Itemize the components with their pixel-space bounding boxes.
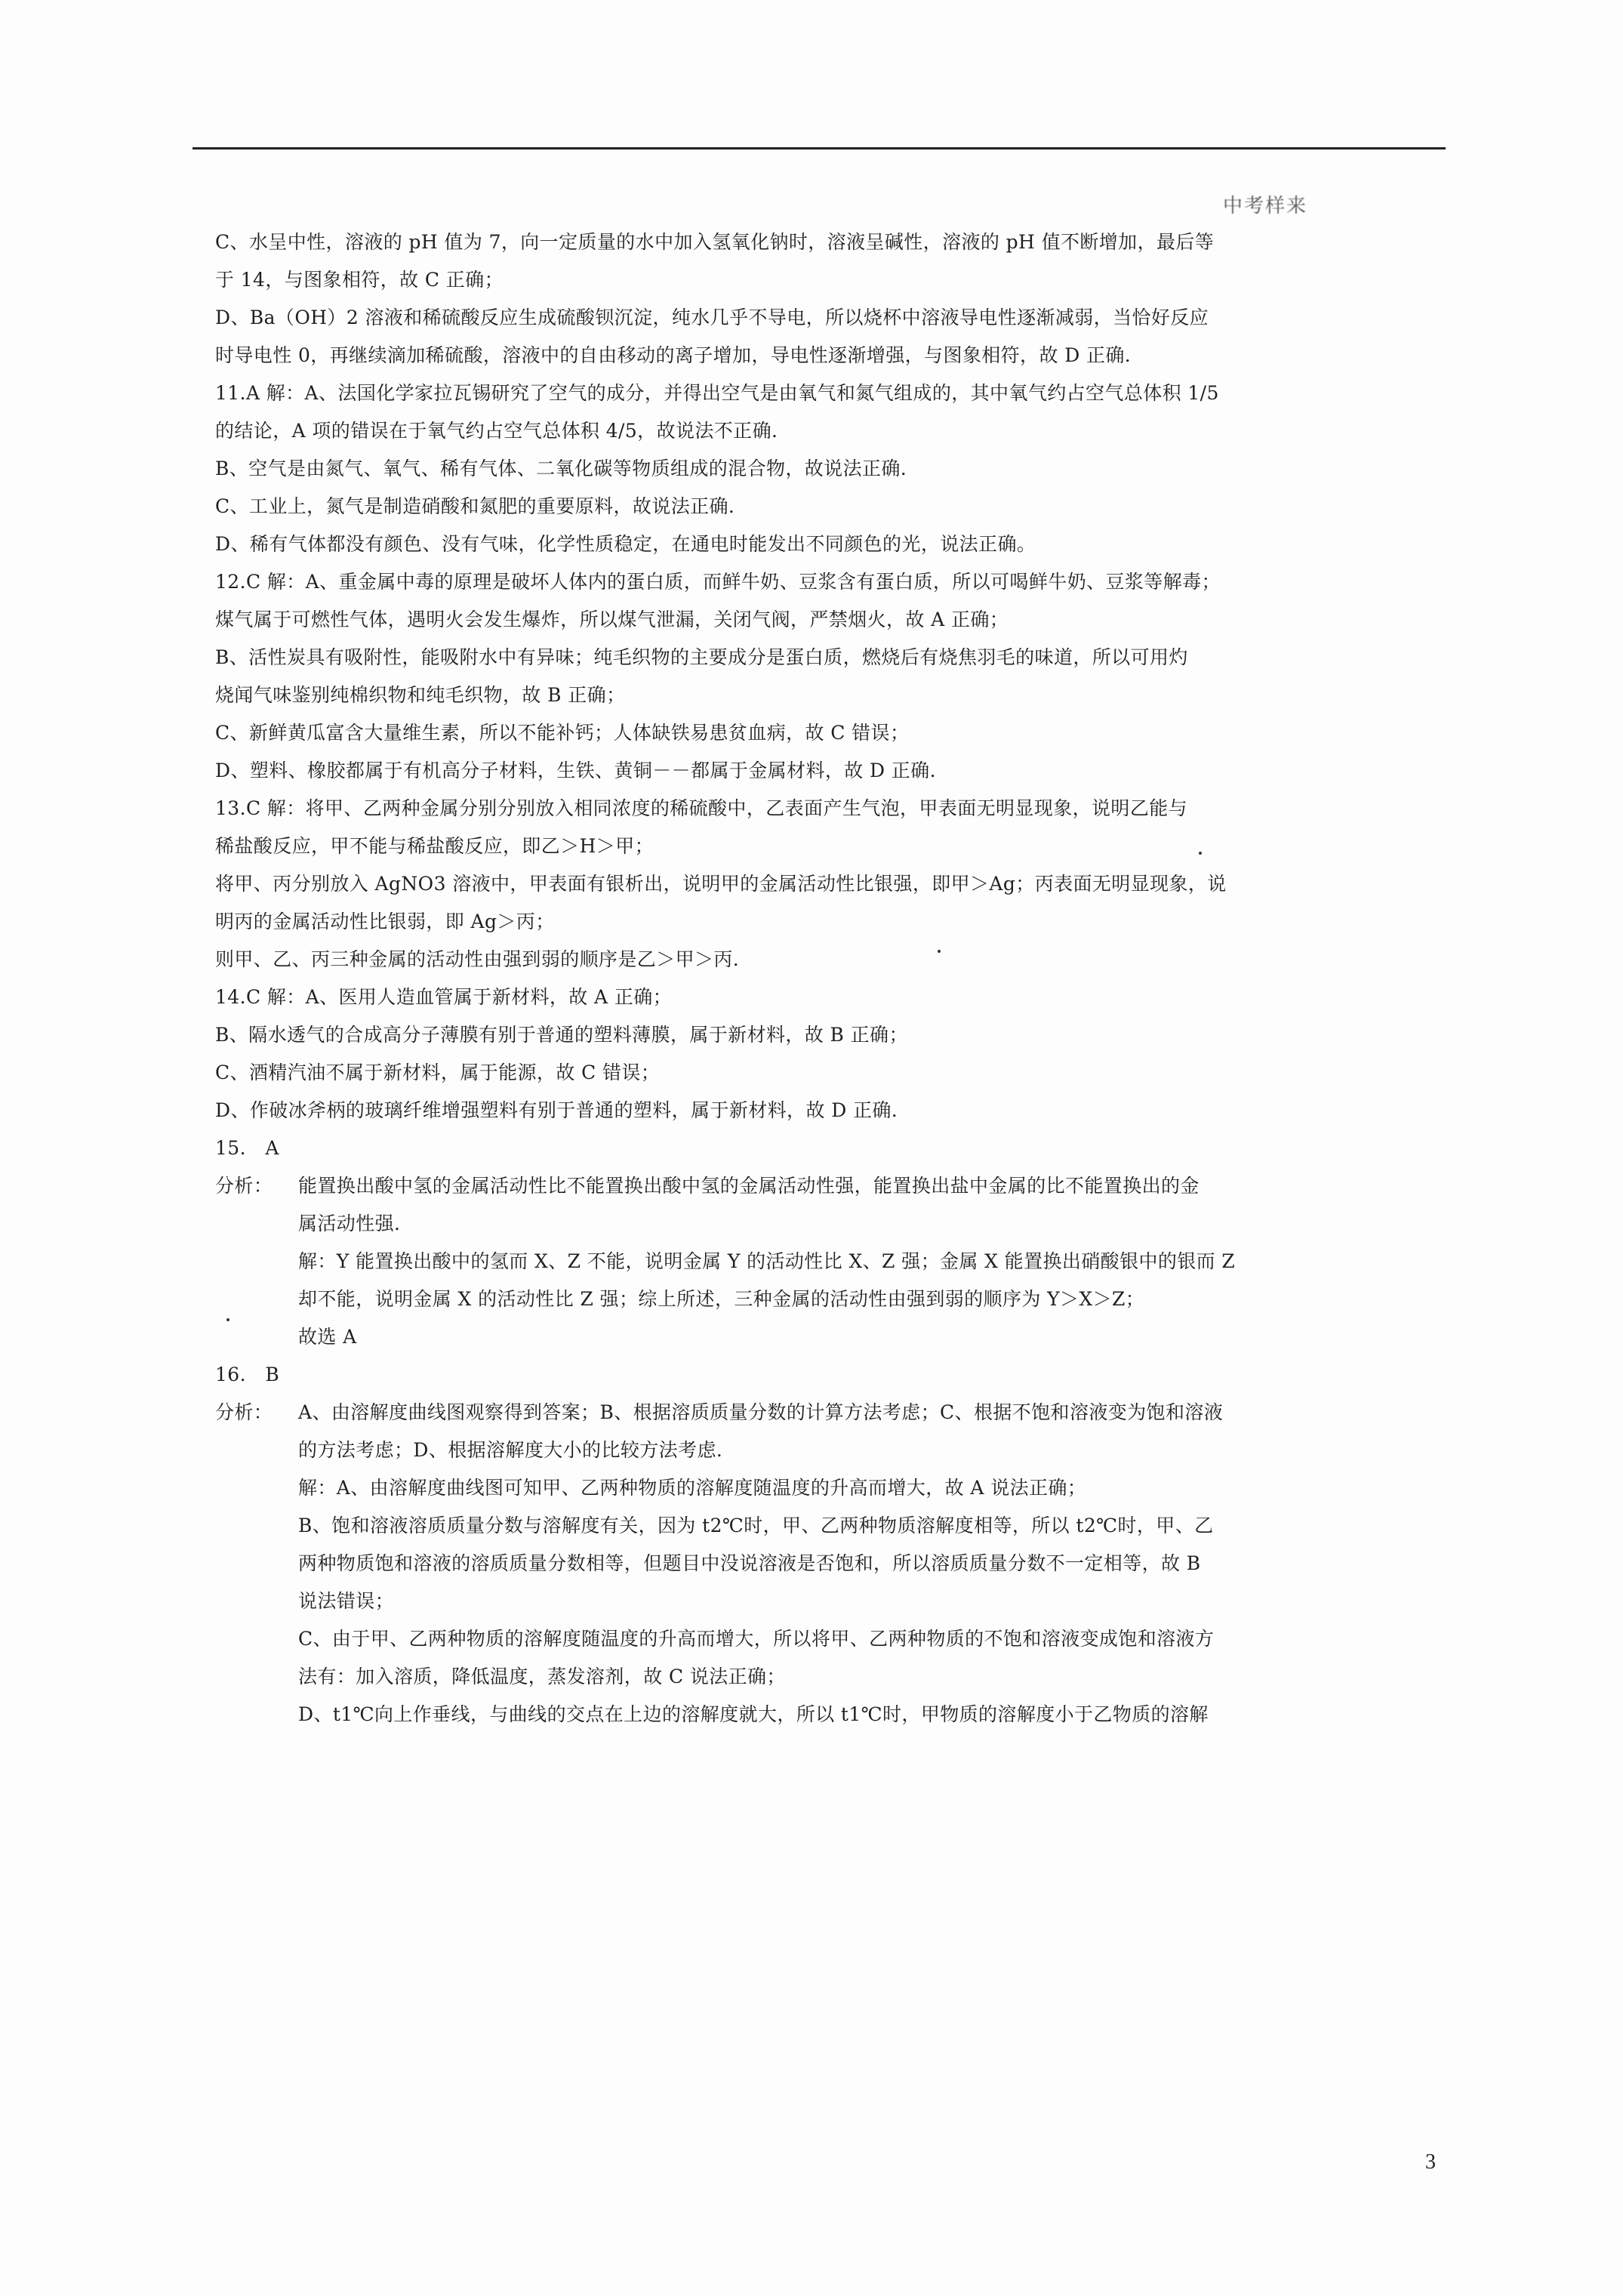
analysis-label: 分析： bbox=[215, 1175, 273, 1197]
text-line: 12.C 解：A、重金属中毒的原理是破坏人体内的蛋白质，而鲜牛奶、豆浆含有蛋白质，所以可喝鲜牛奶、豆浆等解毒； bbox=[215, 571, 1221, 593]
scan-speck bbox=[226, 1318, 229, 1321]
question-16-number: 16. B bbox=[215, 1364, 280, 1385]
text-line: B、活性炭具有吸附性，能吸附水中有异味；纯毛织物的主要成分是蛋白质，燃烧后有烧焦羽毛的味道，所以可用灼 bbox=[215, 646, 1188, 668]
header-watermark: 中考样来 bbox=[1223, 195, 1308, 217]
text-line: C、酒精汽油不属于新材料，属于能源，故 C 错误； bbox=[215, 1062, 661, 1083]
text-line: D、Ba（OH）2 溶液和稀硫酸反应生成硫酸钡沉淀，纯水几乎不导电，所以烧杯中溶液导电性逐渐减弱，当恰好反应 bbox=[215, 307, 1209, 328]
text-line: B、空气是由氮气、氧气、稀有气体、二氧化碳等物质组成的混合物，故说法正确. bbox=[215, 458, 907, 479]
answer-body bbox=[215, 223, 1317, 1734]
text-line: 将甲、丙分别放入 AgNO3 溶液中，甲表面有银析出，说明甲的金属活动性比银强，即甲＞Ag；丙表面无明显现象，说 bbox=[215, 873, 1227, 895]
analysis-text: A、由溶解度曲线图观察得到答案；B、根据溶质质量分数的计算方法考虑；C、根据不饱和溶液变为饱和溶液 bbox=[298, 1401, 1224, 1423]
analysis-label: 分析： bbox=[215, 1401, 273, 1423]
solution-text: 两种物质饱和溶液的溶质质量分数相等，但题目中没说溶液是否饱和，所以溶质质量分数不一定相等，故 B bbox=[298, 1552, 1201, 1574]
solution-text: C、由于甲、乙两种物质的溶解度随温度的升高而增大，所以将甲、乙两种物质的不饱和溶液变成饱和溶液方 bbox=[298, 1628, 1215, 1650]
text-line: 13.C 解：将甲、乙两种金属分别分别放入相同浓度的稀硫酸中，乙表面产生气泡，甲表面无明显现象，说明乙能与 bbox=[215, 797, 1188, 819]
text-line: B、隔水透气的合成高分子薄膜有别于普通的塑料薄膜，属于新材料，故 B 正确； bbox=[215, 1024, 908, 1046]
text-line: 时导电性 0，再继续滴加稀硫酸，溶液中的自由移动的离子增加，导电性逐渐增强，与图象相符，故 D 正确. bbox=[215, 344, 1132, 366]
text-line: 煤气属于可燃性气体，遇明火会发生爆炸，所以煤气泄漏，关闭气阀，严禁烟火，故 A 正确； bbox=[215, 609, 1009, 630]
text-line: 于 14，与图象相符，故 C 正确； bbox=[215, 269, 504, 291]
text-line: 14.C 解：A、医用人造血管属于新材料，故 A 正确； bbox=[215, 986, 673, 1008]
header-rule bbox=[192, 147, 1446, 149]
text-line: D、稀有气体都没有颜色、没有气味，化学性质稳定，在通电时能发出不同颜色的光，说法正确。 bbox=[215, 533, 1036, 555]
text-line: 的结论，A 项的错误在于氧气约占空气总体积 4/5，故说法不正确. bbox=[215, 420, 778, 442]
analysis-text: 能置换出酸中氢的金属活动性比不能置换出酸中氢的金属活动性强，能置换出盐中金属的比不能置换出的金 bbox=[298, 1175, 1200, 1197]
analysis-text: 属活动性强. bbox=[298, 1213, 401, 1234]
text-line: D、作破冰斧柄的玻璃纤维增强塑料有别于普通的塑料，属于新材料，故 D 正确. bbox=[215, 1099, 898, 1121]
text-line: C、工业上，氮气是制造硝酸和氮肥的重要原料，故说法正确. bbox=[215, 495, 735, 517]
solution-text: 说法错误； bbox=[298, 1590, 395, 1612]
solution-text: 法有：加入溶质，降低温度，蒸发溶剂，故 C 说法正确； bbox=[298, 1666, 786, 1687]
question-16-analysis bbox=[215, 1394, 1317, 1432]
text-line: C、水呈中性，溶液的 pH 值为 7，向一定质量的水中加入氢氧化钠时，溶液呈碱性，溶液的 pH 值不断增加，最后等 bbox=[215, 231, 1215, 253]
question-15-analysis bbox=[215, 1167, 1317, 1205]
scan-speck bbox=[938, 950, 941, 953]
text-line: D、塑料、橡胶都属于有机高分子材料，生铁、黄铜－－都属于金属材料，故 D 正确. bbox=[215, 760, 936, 781]
scan-speck bbox=[1199, 852, 1202, 855]
solution-text: B、饱和溶液溶质质量分数与溶解度有关，因为 t2℃时，甲、乙两种物质溶解度相等，所以 t2℃时，甲、乙 bbox=[298, 1515, 1214, 1536]
text-line: 稀盐酸反应，甲不能与稀盐酸反应，即乙＞H＞甲； bbox=[215, 835, 654, 857]
solution-text: 解：Y 能置换出酸中的氢而 X、Z 不能，说明金属 Y 的活动性比 X、Z 强；金属 X 能置换出硝酸银中的银而 Z bbox=[298, 1250, 1236, 1272]
text-line: 11.A 解：A、法国化学家拉瓦锡研究了空气的成分，并得出空气是由氧气和氮气组成的，其中氧气约占空气总体积 1/5 bbox=[215, 382, 1219, 404]
solution-text: D、t1℃向上作垂线，与曲线的交点在上边的溶解度就大，所以 t1℃时，甲物质的溶解度小于乙物质的溶解 bbox=[298, 1703, 1209, 1725]
solution-text: 却不能，说明金属 X 的活动性比 Z 强；综上所述，三种金属的活动性由强到弱的顺序为 Y＞X＞Z； bbox=[298, 1288, 1145, 1310]
solution-text: 故选 A bbox=[298, 1326, 357, 1348]
analysis-text: 的方法考虑；D、根据溶解度大小的比较方法考虑. bbox=[298, 1439, 723, 1461]
text-line: 则甲、乙、丙三种金属的活动性由强到弱的顺序是乙＞甲＞丙. bbox=[215, 948, 740, 970]
text-line: C、新鲜黄瓜富含大量维生素，所以不能补钙；人体缺铁易患贫血病，故 C 错误； bbox=[215, 722, 910, 744]
text-line: 明丙的金属活动性比银弱，即 Ag＞丙； bbox=[215, 911, 555, 932]
page-number: 3 bbox=[1425, 2150, 1436, 2174]
text-line: 烧闻气味鉴别纯棉织物和纯毛织物，故 B 正确； bbox=[215, 684, 626, 706]
question-15-number: 15. A bbox=[215, 1137, 279, 1159]
solution-text: 解：A、由溶解度曲线图可知甲、乙两种物质的溶解度随温度的升高而增大，故 A 说法正确； bbox=[298, 1477, 1087, 1499]
